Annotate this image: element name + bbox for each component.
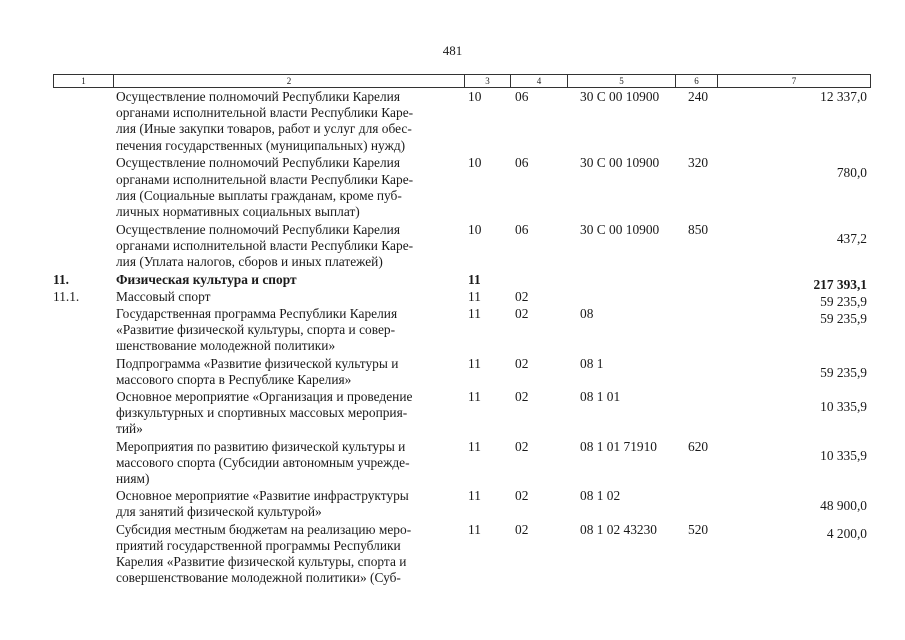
subsection-code: 02 <box>515 438 529 454</box>
amount-value: 59 235,9 <box>820 310 867 326</box>
column-header-4: 4 <box>510 75 567 87</box>
table-row <box>0 356 905 389</box>
subsection-code: 02 <box>515 306 529 322</box>
expense-type-code: 520 <box>688 521 709 537</box>
table-row <box>0 439 905 489</box>
description-line: органами исполнительной власти Республики Каре- <box>116 237 414 253</box>
subsection-code: 02 <box>515 389 529 405</box>
section-code: 10 <box>468 221 482 237</box>
description-line: тий» <box>116 421 143 437</box>
expense-type-code: 620 <box>688 438 709 454</box>
table-row <box>0 488 905 521</box>
subsection-code: 06 <box>515 155 529 171</box>
amount-value: 10 335,9 <box>820 448 867 464</box>
target-article-code: 30 С 00 10900 <box>580 155 660 171</box>
section-code: 11 <box>468 521 481 537</box>
row-number: 11. <box>53 271 69 287</box>
section-code: 10 <box>468 155 482 171</box>
description-line: Осуществление полномочий Республики Карелия <box>116 89 400 104</box>
description-line: Государственная программа Республики Карелия <box>116 306 398 322</box>
column-header-2: 2 <box>113 75 464 87</box>
row-description <box>116 389 461 438</box>
amount-value: 12 337,0 <box>820 89 867 104</box>
description-line: шенствование молодежной политики» <box>116 338 336 354</box>
column-header-3: 3 <box>464 75 510 87</box>
amount-value: 4 200,0 <box>826 526 867 542</box>
description-line: Мероприятия по развитию физической культуры и <box>116 438 406 454</box>
row-description <box>116 488 461 520</box>
description-line: Подпрограмма «Развитие физической культуры и <box>116 355 399 371</box>
amount-value: 59 235,9 <box>820 293 867 309</box>
description-line: лия (Уплата налогов, сборов и иных платежей) <box>116 254 383 269</box>
budget-table-body <box>0 89 905 587</box>
expense-type-code: 850 <box>688 221 709 237</box>
amount-value: 59 235,9 <box>820 365 867 381</box>
description-line: для занятий физической культурой» <box>116 504 322 520</box>
section-code: 11 <box>468 306 481 322</box>
target-article-code: 30 С 00 10900 <box>580 221 660 237</box>
description-line: Осуществление полномочий Республики Карелия <box>116 221 400 237</box>
description-line: совершенствование молодежной политики» (Суб- <box>116 570 401 586</box>
subsection-code: 06 <box>515 221 529 237</box>
section-code: 11 <box>468 488 481 504</box>
column-header-6: 6 <box>675 75 717 87</box>
section-code: 10 <box>468 89 482 104</box>
row-description <box>116 439 461 488</box>
row-description <box>116 222 461 271</box>
table-row <box>0 288 905 309</box>
table-row <box>0 306 905 356</box>
row-description <box>116 356 461 388</box>
table-row <box>0 155 905 221</box>
subsection-code: 02 <box>515 521 529 537</box>
row-number: 11.1. <box>53 288 80 304</box>
description-line: лия (Социальные выплаты гражданам, кроме пуб- <box>116 187 402 203</box>
row-description <box>116 306 461 355</box>
amount-value: 10 335,9 <box>820 398 867 414</box>
description-line: Физическая культура и спорт <box>116 271 297 287</box>
description-line: «Развитие физической культуры, спорта и совер- <box>116 322 396 338</box>
column-header-5: 5 <box>567 75 675 87</box>
section-code: 11 <box>468 389 481 405</box>
description-line: органами исполнительной власти Республики Каре- <box>116 171 414 187</box>
description-line: Субсидия местным бюджетам на реализацию меро- <box>116 521 412 537</box>
description-line: Осуществление полномочий Республики Карелия <box>116 155 400 171</box>
section-code: 11 <box>468 355 481 371</box>
page-number: 481 <box>442 43 463 58</box>
amount-value: 217 393,1 <box>813 276 867 292</box>
description-line: органами исполнительной власти Республики Каре- <box>116 105 414 121</box>
section-code: 11 <box>468 288 481 304</box>
column-header-7: 7 <box>717 75 871 87</box>
expense-type-code: 320 <box>688 155 709 171</box>
column-header-1: 1 <box>53 75 113 87</box>
description-line: массового спорта (Субсидии автономным учрежде- <box>116 454 410 470</box>
amount-value: 48 900,0 <box>820 497 867 513</box>
section-code: 11 <box>468 271 481 287</box>
table-row <box>0 389 905 439</box>
description-line: массового спорта в Республике Карелия» <box>116 371 352 387</box>
target-article-code: 08 1 <box>580 355 604 371</box>
subsection-code: 02 <box>515 488 529 504</box>
target-article-code: 08 1 02 <box>580 488 621 504</box>
table-row <box>0 222 905 272</box>
description-line: Карелия «Развитие физической культуры, спорта и <box>116 554 407 570</box>
description-line: Основное мероприятие «Развитие инфраструктуры <box>116 488 409 504</box>
row-description <box>116 289 461 305</box>
column-number-header <box>53 74 871 88</box>
description-line: лия (Иные закупки товаров, работ и услуг для обес- <box>116 121 412 137</box>
expense-type-code: 240 <box>688 89 709 104</box>
target-article-code: 08 <box>580 306 594 322</box>
description-line: ниям) <box>116 471 150 487</box>
target-article-code: 08 1 01 <box>580 389 621 405</box>
subsection-code: 02 <box>515 288 529 304</box>
table-row <box>0 271 905 292</box>
row-description <box>116 272 461 288</box>
description-line: приятий государственной программы Республики <box>116 537 401 553</box>
description-line: личных нормативных социальных выплат) <box>116 203 360 219</box>
description-line: печения государственных (муниципальных) нужд) <box>116 137 406 153</box>
amount-value: 780,0 <box>836 165 867 181</box>
row-description <box>116 89 461 154</box>
table-row <box>0 522 905 588</box>
target-article-code: 08 1 01 71910 <box>580 438 657 454</box>
description-line: физкультурных и спортивных массовых мероприя- <box>116 405 408 421</box>
section-code: 11 <box>468 438 481 454</box>
target-article-code: 30 С 00 10900 <box>580 89 660 104</box>
table-row <box>0 89 905 155</box>
target-article-code: 08 1 02 43230 <box>580 521 657 537</box>
amount-value: 437,2 <box>836 231 867 247</box>
description-line: Основное мероприятие «Организация и проведение <box>116 389 413 405</box>
row-description <box>116 522 461 587</box>
subsection-code: 06 <box>515 89 529 104</box>
subsection-code: 02 <box>515 355 529 371</box>
row-description <box>116 155 461 220</box>
description-line: Массовый спорт <box>116 288 211 304</box>
